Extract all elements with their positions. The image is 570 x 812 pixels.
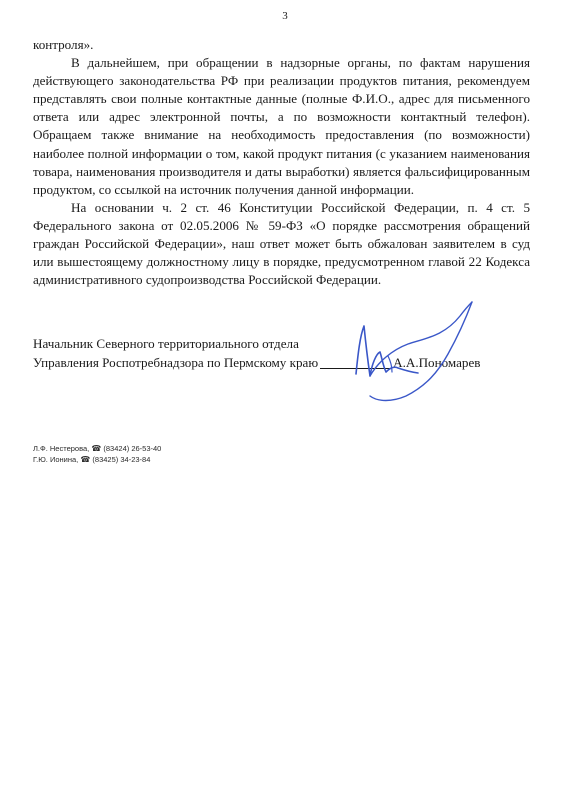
paragraph-continuation: контроля». [33, 37, 94, 52]
phone-icon: ☎ [91, 444, 102, 453]
contact-name: Л.Ф. Нестерова, [33, 444, 90, 453]
paragraph-appeal-rights: На основании ч. 2 ст. 46 Конституции Российской Федерации, п. 4 ст. 5 Федерального закона от 02.05.2006 № 59-ФЗ «О порядке рассмотрения обращений граждан Российской Федерации», наш ответ может быть обжалован заявителем в суд или вышестоящему должностному лицу в порядке, предусмотренном главой 22 Кодекса административного судопроизводства Российской Федерации. [33, 199, 530, 288]
contact-phone: (83425) 34-23-84 [92, 454, 151, 464]
signer-title-line-1: Начальник Северного территориального отдела [33, 336, 299, 351]
handwritten-signature [348, 296, 481, 406]
contact-row [33, 444, 161, 455]
paragraph-contact-recommendation: В дальнейшем, при обращении в надзорные органы, по фактам нарушения действующего законодательства РФ при реализации продуктов питания, рекомендуем представлять свои полные контактные данные (полные Ф.И.О., адрес для письменного ответа или адрес электронной почты, а по возможности контактный телефон). Обращаем также внимание на необходимость предоставления (по возможности) наиболее полной информации о том, какой продукт питания (с указанием наименования товара, наименования производителя и даты выработки) является фальсифицированным продуктом, со ссылкой на источник получения данной информации. [33, 55, 530, 197]
contacts-footer [33, 444, 161, 465]
contact-row [33, 455, 161, 466]
signer-name: А.А.Пономарев [393, 355, 481, 370]
signer-title-line-2: Управления Роспотребнадзора по Пермскому краю [33, 355, 319, 370]
contact-name: Г.Ю. Ионина, [33, 454, 79, 464]
letter-body [33, 36, 530, 289]
contact-phone: (83424) 26-53-40 [103, 444, 162, 453]
page-number: 3 [282, 10, 288, 22]
phone-icon: ☎ [80, 454, 91, 464]
